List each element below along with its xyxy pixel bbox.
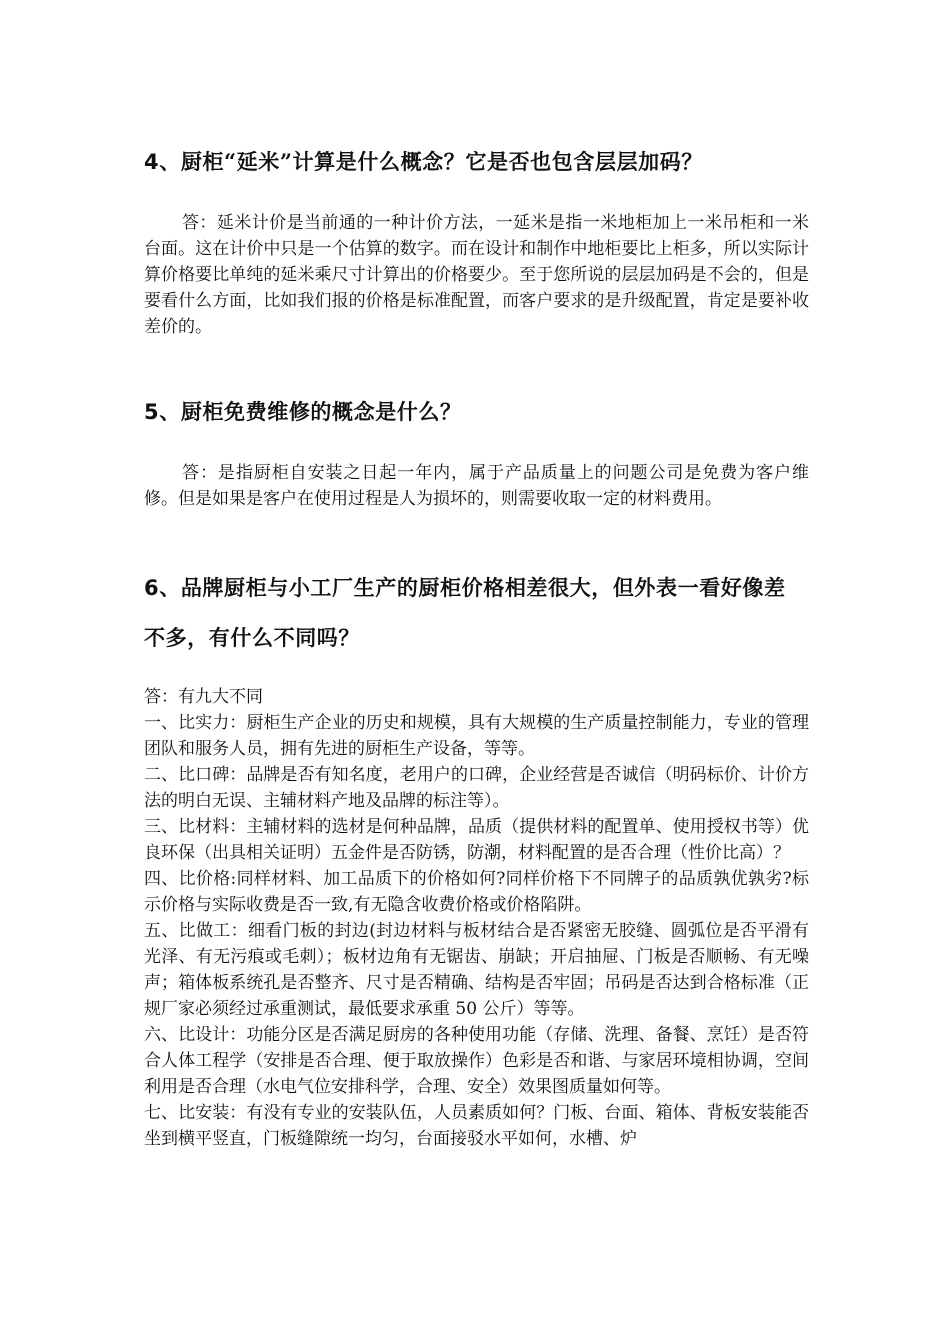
question-title: 、厨柜“延米”计算是什么概念？它是否也包含层层加码？ <box>159 149 703 174</box>
question-6-answer <box>144 684 809 1152</box>
question-number: 4 <box>144 150 160 174</box>
comparison-item-price: 四、比价格:同样材料、加工品质下的价格如何?同样价格下不同牌子的品质孰优孰劣?标示价格与实际收费是否一致,有无隐含收费价格或价格陷阱。 <box>144 869 809 915</box>
answer-intro: 答：有九大不同 <box>144 687 263 707</box>
comparison-item-design: 六、比设计：功能分区是否满足厨房的各种使用功能（存储、洗理、备餐、烹饪）是否符合人体工程学（安排是否合理、便于取放操作）色彩是否和谐、与家居环境相协调，空间利用是否合理（水电气位安排科学，合理、安全）效果图质量如何等。 <box>144 1025 809 1097</box>
question-4-heading <box>144 146 824 176</box>
question-title: 、厨柜免费维修的概念是什么？ <box>159 399 462 424</box>
question-6-heading <box>144 572 824 602</box>
question-number: 6 <box>144 576 160 600</box>
comparison-item-reputation: 二、比口碑：品牌是否有知名度，老用户的口碑，企业经营是否诚信（明码标价、计价方法的明白无误、主辅材料产地及品牌的标注等）。 <box>144 765 809 811</box>
question-number: 5 <box>144 400 160 424</box>
question-6-heading-continued: 不多，有什么不同吗？ <box>144 625 360 650</box>
comparison-item-workmanship: 五、比做工：细看门板的封边(封边材料与板材结合是否紧密无胶缝、圆弧位是否平滑有光泽、有无污痕或毛刺）；板材边角有无锯齿、崩缺；开启抽屉、门板是否顺畅、有无噪声；箱体板系统孔是否整齐、尺寸是否精确、结构是否牢固；吊码是否达到合格标准（正规厂家必须经过承重测试，最低要求承重 50 公斤）等等。 <box>144 921 809 1019</box>
comparison-item-materials: 三、比材料：主辅材料的选材是何种品牌，品质（提供材料的配置单、使用授权书等）优良环保（出具相关证明）五金件是否防锈，防潮，材料配置的是否合理（性价比高）？ <box>144 817 809 863</box>
question-title: 、品牌厨柜与小工厂生产的厨柜价格相差很大，但外表一看好像差 <box>159 575 786 600</box>
question-5-answer: 答：是指厨柜自安装之日起一年内，属于产品质量上的问题公司是免费为客户维修。但是如果是客户在使用过程是人为损坏的，则需要收取一定的材料费用。 <box>144 463 809 509</box>
question-4-answer: 答：延米计价是当前通的一种计价方法，一延米是指一米地柜加上一米吊柜和一米台面。这在计价中只是一个估算的数字。而在设计和制作中地柜要比上柜多，所以实际计算价格要比单纯的延米乘尺寸计算出的价格要少。至于您所说的层层加码是不会的，但是要看什么方面，比如我们报的价格是标准配置，而客户要求的是升级配置，肯定是要补收差价的。 <box>144 213 809 337</box>
comparison-item-installation: 七、比安装：有没有专业的安装队伍，人员素质如何？门板、台面、箱体、背板安装能否坐到横平竖直，门板缝隙统一均匀，台面接驳水平如何，水槽、炉 <box>144 1103 809 1149</box>
comparison-item-strength: 一、比实力：厨柜生产企业的历史和规模，具有大规模的生产质量控制能力，专业的管理团队和服务人员，拥有先进的厨柜生产设备，等等。 <box>144 713 809 759</box>
question-5-heading <box>144 396 824 426</box>
